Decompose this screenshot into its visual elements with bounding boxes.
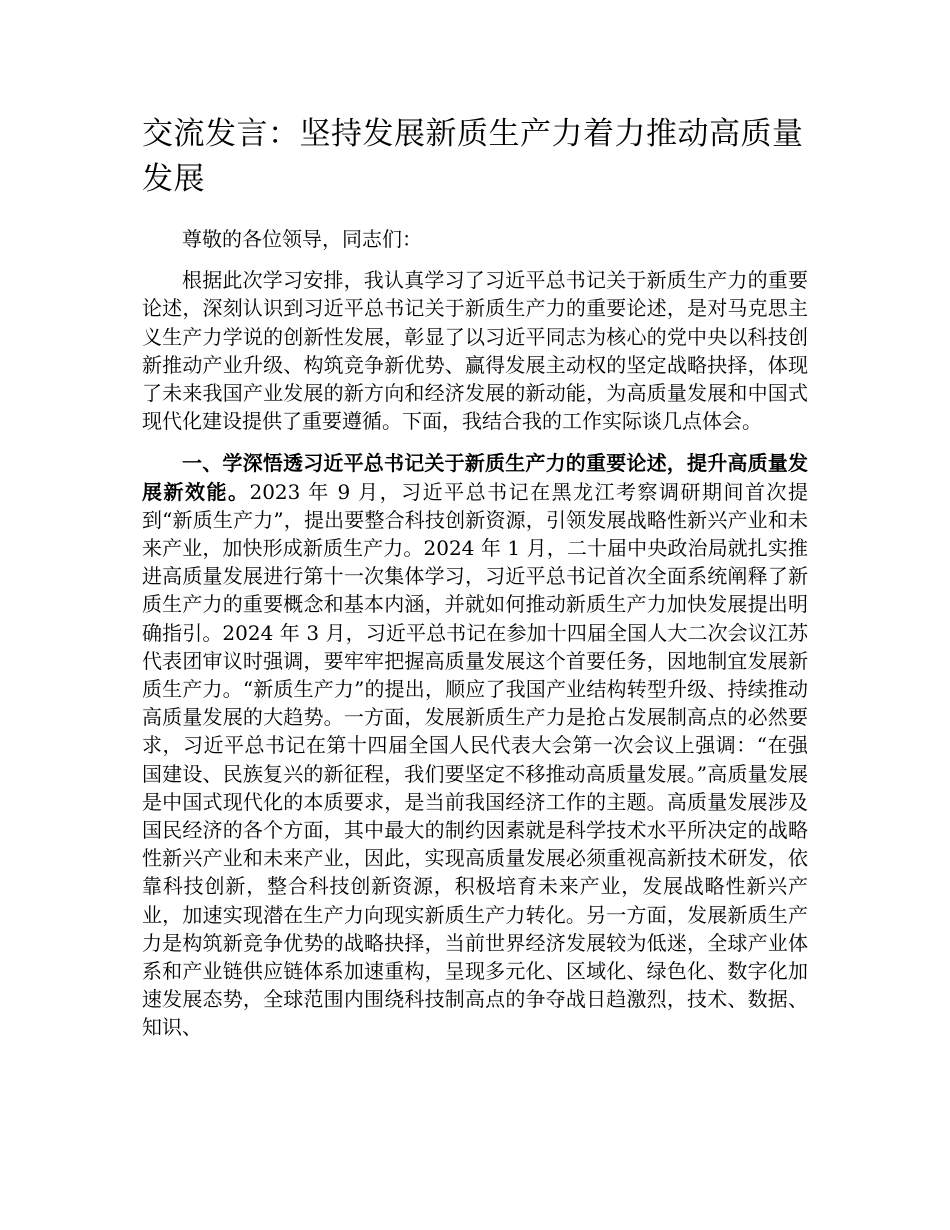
section-1-heading: 一、学深悟透习近平总书记关于新质生产力的重要论述，提升高质量发展新效能。 bbox=[142, 451, 808, 504]
paragraph-section-1 bbox=[142, 449, 808, 1041]
document-title: 交流发言：坚持发展新质生产力着力推动高质量发展 bbox=[142, 116, 804, 197]
section-1-body: 2023 年 9 月，习近平总书记在黑龙江考察调研期间首次提到“新质生产力”，提出要整合科技创新资源，引领发展战略性新兴产业和未来产业，加快形成新质生产力。2024 年 1 月，二十届中央政治局就扎实推进高质量发展进行第十一次集体学习，习近平总书记首次全面系统阐释了新质生产力的重要概念和基本内涵，并就如何推动新质生产力加快发展提出明确指引。2024 年 3 月，习近平总书记在参加十四届全国人大二次会议江苏代表团审议时强调，要牢牢把握高质量发展这个首要任务，因地制宜发展新质生产力。“新质生产力”的提出，顺应了我国产业结构转型升级、持续推动高质量发展的大趋势。一方面，发展新质生产力是抢占发展制高点的必然要求，习近平总书记在第十四届全国人民代表大会第一次会议上强调：“在强国建设、民族复兴的新征程，我们要坚定不移推动高质量发展。”高质量发展是中国式现代化的本质要求，是当前我国经济工作的主题。高质量发展涉及国民经济的各个方面，其中最大的制约因素就是科学技术水平所决定的战略性新兴产业和未来产业，因此，实现高质量发展必须重视高新技术研发，依靠科技创新，整合科技创新资源，积极培育未来产业，发展战略性新兴产业，加速实现潜在生产力向现实新质生产力转化。另一方面，发展新质生产力是构筑新竞争优势的战略抉择，当前世界经济发展较为低迷，全球产业体系和产业链供应链体系加速重构，呈现多元化、区域化、绿色化、数字化加速发展态势，全球范围内围绕科技制高点的争夺战日趋激烈，技术、数据、知识、 bbox=[142, 479, 808, 1040]
paragraph-intro: 根据此次学习安排，我认真学习了习近平总书记关于新质生产力的重要论述，深刻认识到习近平总书记关于新质生产力的重要论述，是对马克思主义生产力学说的创新性发展，彰显了以习近平同志为核心的党中央以科技创新推动产业升级、构筑竞争新优势、赢得发展主动权的坚定战略抉择，体现了未来我国产业发展的新方向和经济发展的新动能，为高质量发展和中国式现代化建设提供了重要遵循。下面，我结合我的工作实际谈几点体会。 bbox=[142, 268, 808, 434]
document-body bbox=[142, 112, 808, 1042]
salutation: 尊敬的各位领导，同志们： bbox=[182, 227, 422, 251]
